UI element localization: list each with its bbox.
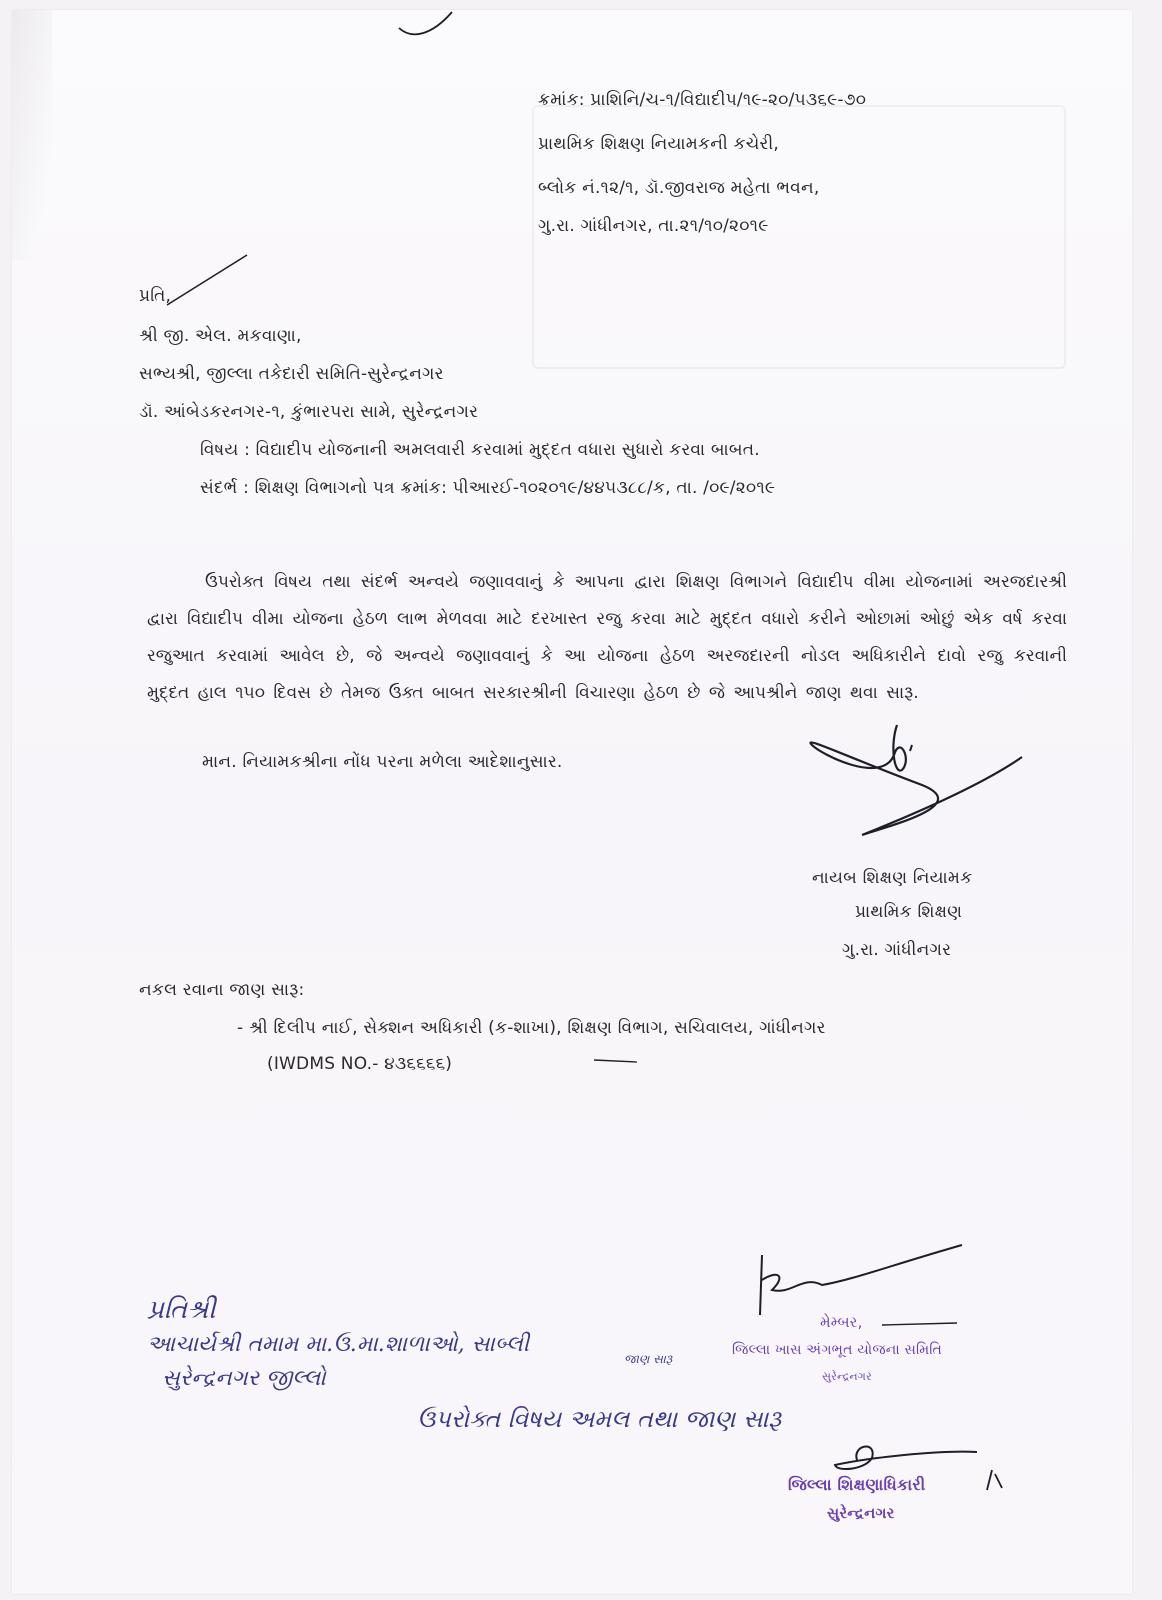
recipient-address: ડૉ. આંબેડકરનગર-૧, કુંભારપરા સામે, સુરેન્દ્રનગર bbox=[139, 402, 479, 422]
signatory-department: પ્રાથમિક શિક્ષણ bbox=[855, 902, 963, 922]
handwritten-district: સુરેન્દ્રનગર જીલ્લો bbox=[162, 1366, 326, 1391]
handwritten-instruction: ઉપરોક્ત વિષય અમલ તથા જાણ સારૂ bbox=[417, 1405, 782, 1433]
handwritten-to: પ્રતિશ્રી bbox=[147, 1295, 216, 1325]
handwritten-small-note: જાણ સારૂ bbox=[624, 1352, 673, 1366]
subject-line: વિષય : વિદ્યાદીપ યોજનાની અમલવારી કરવામાં મુદ્દત વધારા સુધારો કરવા બાબત. bbox=[200, 440, 760, 460]
handwritten-recipients: આચાર્યશ્રી તમામ મા.ઉ.મા.શાળાઓ, સાબ્લી bbox=[147, 1332, 530, 1357]
stamp-officer-place: સુરેન્દ્રનગર bbox=[827, 1504, 895, 1522]
order-note: માન. નિયામકશ્રીના નોંધ પરના મળેલા આદેશાનુસાર. bbox=[202, 752, 563, 772]
signatory-place: ગુ.રા. ગાંધીનગર bbox=[842, 940, 952, 960]
office-name: પ્રાથમિક શિક્ષણ નિયામકની કચેરી, bbox=[538, 134, 779, 154]
signature-deputy-director bbox=[802, 715, 1042, 865]
letter-page bbox=[12, 10, 1132, 1594]
reference-line: સંદર્ભ : શિક્ષણ વિભાગનો પત્ર ક્રમાંક: પીઆરઈ-૧૦૨૦૧૯/૪૪૫૩૮૮/ક, તા. /૦૯/૨૦૧૯ bbox=[200, 478, 776, 498]
copy-heading: નકલ રવાના જાણ સારૂ: bbox=[139, 980, 305, 1000]
city-date: ગુ.રા. ગાંધીનગર, તા.૨૧/૧૦/૨૦૧૯ bbox=[538, 216, 769, 236]
copy-recipient: - શ્રી દિલીપ નાઈ, સેક્શન અધિકારી (ક-શાખા), શિક્ષણ વિભાગ, સચિવાલય, ગાંધીનગર bbox=[237, 1018, 826, 1038]
signatory-title: નાયબ શિક્ષણ નિયામક bbox=[812, 868, 973, 888]
recipient-prefix: પ્રતિ, bbox=[139, 286, 172, 306]
body-paragraph bbox=[147, 564, 1067, 712]
body-text: ઉપરોક્ત વિષય તથા સંદર્ભ અન્વયે જણાવવાનું કે આપના દ્વારા શિક્ષણ વિભાગને વિદ્યાદીપ વીમા યોજનામાં અરજદારશ્રી દ્વારા વિદ્યાદીપ વીમા યોજના હેઠળ લાભ મેળવવા માટે દરખાસ્ત રજુ કરવા માટે મુદ્દત વધારો કરીને ઓછામાં ઓછું એક વર્ષ કરવા રજુઆત કરવામાં આવેલ છે, જે અન્વયે જણાવવાનું કે આ યોજના હેઠળ અરજદારની નોડલ અધિકારીને દાવો રજુ કરવાની મુદ્દત હાલ ૧૫૦ દિવસ છે તેમજ ઉક્ત બાબત સરકારશ્રીની વિચારણા હેઠળ છે જે આપશ્રીને જાણ થવા સારૂ. bbox=[147, 572, 1067, 703]
iwdms-number: (IWDMS NO.- ૪૩૬૬૬૬) bbox=[267, 1054, 453, 1074]
pen-mark-dash bbox=[592, 1055, 642, 1065]
recipient-designation: સભ્યશ્રી, જીલ્લા તકેદારી સમિતિ-સુરેન્દ્રનગર bbox=[139, 364, 444, 384]
stamp-member: મેમ્બર, bbox=[820, 1313, 863, 1331]
pen-mark-recipient bbox=[162, 250, 252, 310]
pen-mark-top bbox=[397, 10, 457, 40]
recipient-name: શ્રી જી. એલ. મકવાણા, bbox=[139, 326, 302, 346]
stamp-committee-place: સુરેન્દ્રનગર bbox=[822, 1370, 872, 1383]
page-fold-shadow bbox=[12, 10, 52, 260]
stamp-officer: જિલ્લા શિક્ષણાધિકારી bbox=[788, 1475, 926, 1494]
office-address: બ્લોક નં.૧૨/૧, ડૉ.જીવરાજ મહેતા ભવન, bbox=[538, 178, 820, 198]
reference-number: ક્રમાંક: પ્રાશિનિ/ચ-૧/વિદ્યાદીપ/૧૯-૨૦/૫૩૬૯-૭૦ bbox=[538, 90, 867, 110]
stamp-committee: જિલ્લા ખાસ અંગભૂત યોજના સમિતિ bbox=[732, 1342, 942, 1358]
